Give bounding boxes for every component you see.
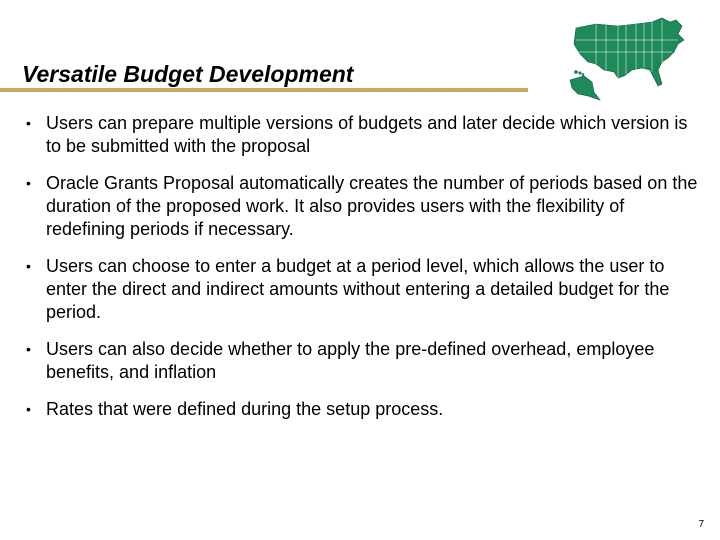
- bullet-dot-icon: •: [26, 175, 31, 191]
- bullet-dot-icon: •: [26, 401, 31, 417]
- florida-shape: [650, 70, 662, 86]
- bullet-list: [22, 112, 702, 435]
- bullet-text: Users can also decide whether to apply the pre-defined overhead, employee benefits, and inflation: [46, 339, 655, 382]
- bullet-text: Users can prepare multiple versions of budgets and later decide which version is to be submitted with the proposal: [46, 113, 688, 156]
- us-mainland-shape: [574, 18, 684, 80]
- bullet-item: [22, 112, 702, 158]
- bullet-item: [22, 338, 702, 384]
- title-underline: [0, 88, 528, 92]
- slide-title: Versatile Budget Development: [22, 61, 354, 87]
- alaska-shape: [570, 76, 600, 100]
- bullet-dot-icon: •: [26, 115, 31, 131]
- bullet-dot-icon: •: [26, 258, 31, 274]
- bullet-item: [22, 398, 702, 421]
- us-map-icon: [566, 14, 690, 104]
- bullet-text: Rates that were defined during the setup process.: [46, 399, 444, 419]
- bullet-text: Oracle Grants Proposal automatically creates the number of periods based on the duration of the proposed work. It also provides users with the flexibility of redefining periods if necessary.: [46, 173, 698, 239]
- bullet-item: [22, 255, 702, 324]
- page-number: 7: [698, 519, 704, 530]
- bullet-item: [22, 172, 702, 241]
- bullet-dot-icon: •: [26, 341, 31, 357]
- hawaii-shape: [575, 71, 578, 74]
- bullet-text: Users can choose to enter a budget at a period level, which allows the user to enter the direct and indirect amounts without entering a detailed budget for the period.: [46, 256, 670, 322]
